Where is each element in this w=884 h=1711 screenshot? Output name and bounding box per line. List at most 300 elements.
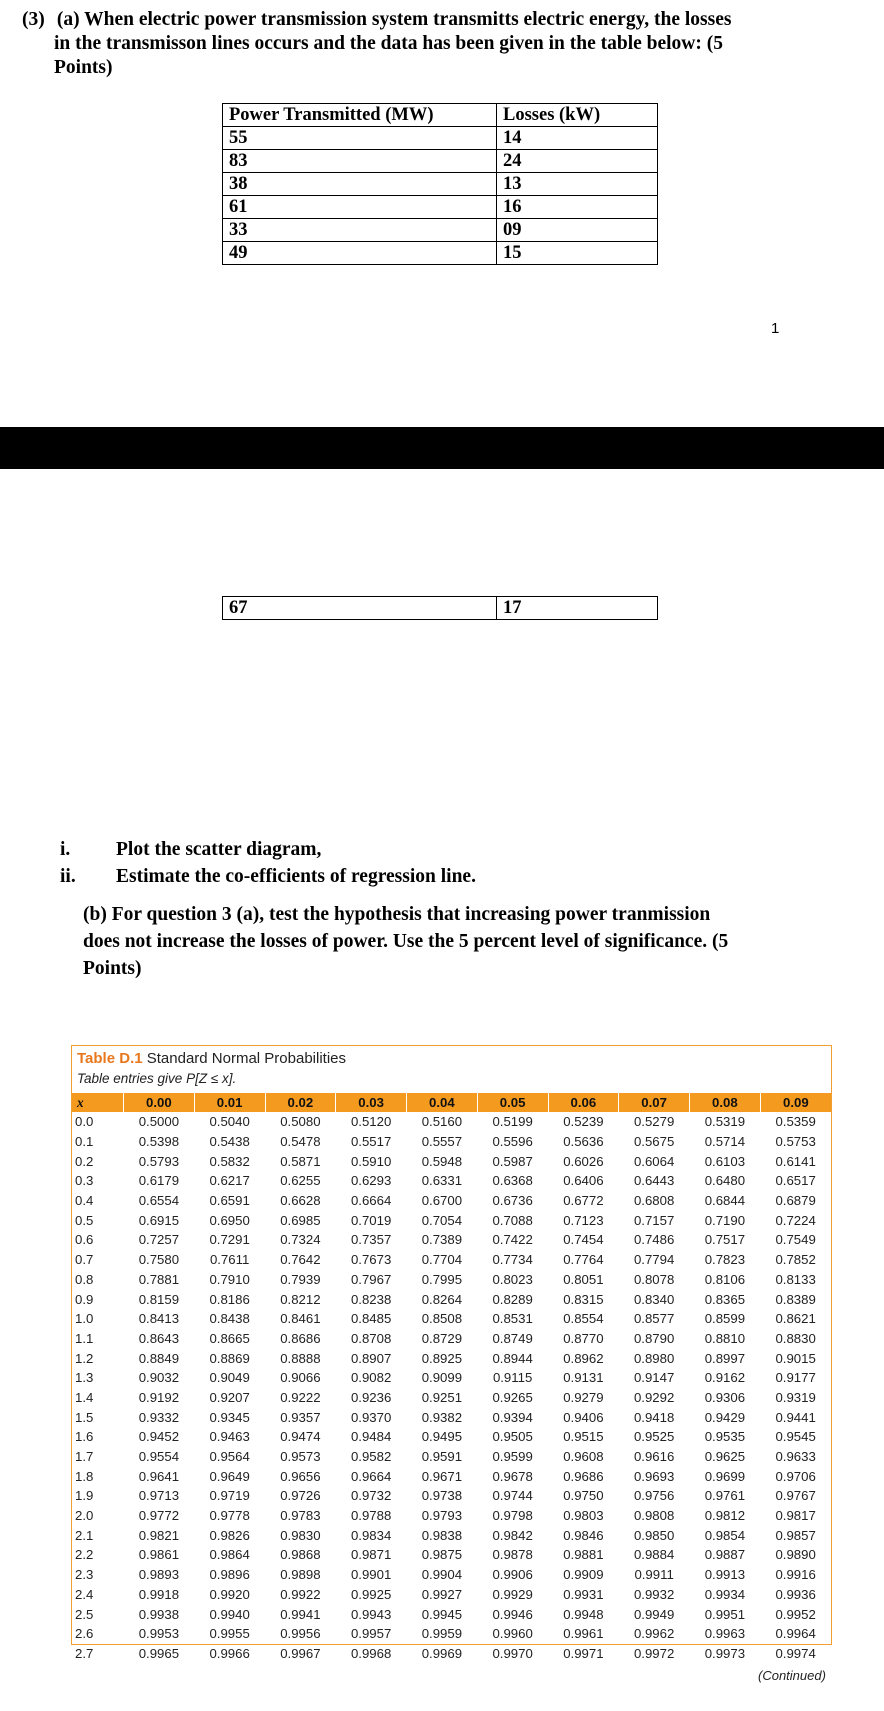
probability-cell: 0.6554: [138, 1193, 180, 1209]
probability-cell: 0.5714: [704, 1134, 746, 1150]
probability-cell: 0.9032: [138, 1370, 180, 1386]
probability-cell: 0.7389: [421, 1232, 463, 1248]
probability-cell: 0.5478: [280, 1134, 321, 1150]
roman-numeral: ii.: [60, 866, 76, 887]
probability-cell: 0.9699: [704, 1468, 746, 1484]
probability-cell: 0.9884: [633, 1547, 675, 1563]
table-row: [72, 1486, 831, 1506]
standard-normal-table: [72, 1093, 831, 1663]
table-row: [72, 1112, 831, 1132]
probability-cell: 0.8830: [775, 1330, 816, 1346]
probability-cell: 0.9382: [421, 1409, 463, 1425]
probability-cell: 0.8238: [350, 1291, 392, 1307]
probability-cell: 0.8708: [350, 1330, 392, 1346]
probability-cell: 0.7190: [704, 1212, 746, 1228]
sub-question-item: [60, 836, 476, 863]
probability-cell: 0.8665: [209, 1330, 250, 1346]
probability-cell: 0.8186: [209, 1291, 250, 1307]
probability-cell: 0.9864: [209, 1547, 250, 1563]
probability-cell: 0.9744: [492, 1488, 533, 1504]
probability-cell: 0.9222: [280, 1389, 321, 1405]
probability-cell: 0.9656: [280, 1468, 321, 1484]
probability-cell: 0.9964: [775, 1626, 816, 1642]
probability-cell: 0.8438: [209, 1311, 250, 1327]
question-line-3: Points): [54, 57, 113, 78]
probability-cell: 0.9943: [350, 1606, 392, 1622]
probability-cell: 0.7054: [421, 1212, 463, 1228]
table-row: [72, 1545, 831, 1565]
loss-data-table-continued: [222, 596, 658, 620]
probability-cell: 0.6985: [280, 1212, 321, 1228]
probability-cell: 0.9292: [633, 1389, 675, 1405]
probability-cell: 0.9830: [280, 1527, 321, 1543]
probability-cell: 0.6879: [775, 1193, 816, 1209]
probability-cell: 0.9573: [280, 1449, 321, 1465]
probability-cell: 0.5753: [775, 1134, 816, 1150]
probability-cell: 0.9868: [280, 1547, 321, 1563]
probability-cell: 0.7673: [350, 1252, 392, 1268]
header-col: 0.09: [760, 1093, 831, 1112]
probability-cell: 0.9911: [634, 1567, 674, 1583]
table-row: [223, 173, 658, 196]
probability-cell: 0.8264: [421, 1291, 463, 1307]
probability-cell: 0.9938: [138, 1606, 180, 1622]
power-cell: 38: [223, 173, 497, 196]
probability-cell: 0.9554: [138, 1449, 180, 1465]
probability-cell: 0.5040: [209, 1114, 250, 1130]
probability-cell: 0.9970: [492, 1645, 533, 1661]
table-row: [72, 1132, 831, 1152]
probability-cell: 0.7324: [280, 1232, 321, 1248]
sub-question-text: Estimate the co-efficients of regression line.: [116, 866, 476, 887]
losses-cell: 14: [497, 127, 658, 150]
table-row: [223, 150, 658, 173]
probability-cell: 0.8133: [775, 1271, 816, 1287]
probability-cell: 0.7019: [350, 1212, 392, 1228]
probability-cell: 0.8315: [563, 1291, 604, 1307]
probability-cell: 0.9671: [421, 1468, 463, 1484]
probability-cell: 0.9929: [492, 1586, 533, 1602]
probability-cell: 0.6844: [704, 1193, 746, 1209]
probability-cell: 0.8051: [563, 1271, 604, 1287]
probability-cell: 0.9817: [775, 1508, 816, 1524]
probability-cell: 0.9896: [209, 1567, 250, 1583]
probability-cell: 0.5832: [209, 1153, 250, 1169]
probability-cell: 0.9901: [350, 1567, 392, 1583]
probability-cell: 0.9767: [775, 1488, 816, 1504]
probability-cell: 0.5517: [350, 1134, 392, 1150]
probability-cell: 0.5871: [280, 1153, 321, 1169]
table-row: [72, 1250, 831, 1270]
probability-cell: 0.9973: [704, 1645, 746, 1661]
table-row: [72, 1388, 831, 1408]
table-row: [72, 1309, 831, 1329]
probability-cell: 0.9871: [350, 1547, 392, 1563]
loss-data-table: [222, 103, 658, 265]
std-table-subtitle: Table entries give P[Z ≤ x].: [77, 1071, 237, 1086]
probability-cell: 0.9463: [209, 1429, 250, 1445]
table-row: [72, 1171, 831, 1191]
row-x-value: 2.6: [75, 1626, 94, 1642]
probability-cell: 0.7486: [633, 1232, 675, 1248]
continued-note: (Continued): [758, 1668, 826, 1683]
part-b: [83, 901, 803, 982]
row-x-value: 2.7: [75, 1645, 94, 1661]
probability-cell: 0.9370: [350, 1409, 392, 1425]
row-x-value: 0.1: [75, 1134, 94, 1150]
table-row: [72, 1230, 831, 1250]
probability-cell: 0.9955: [209, 1626, 250, 1642]
probability-cell: 0.9545: [775, 1429, 816, 1445]
probability-cell: 0.9861: [138, 1547, 180, 1563]
row-x-value: 2.5: [75, 1606, 94, 1622]
probability-cell: 0.9925: [350, 1586, 392, 1602]
probability-cell: 0.9345: [209, 1409, 250, 1425]
probability-cell: 0.8365: [704, 1291, 746, 1307]
probability-cell: 0.9251: [421, 1389, 463, 1405]
probability-cell: 0.9452: [138, 1429, 180, 1445]
probability-cell: 0.9706: [775, 1468, 816, 1484]
question-number: (3): [22, 9, 45, 30]
losses-cell: 09: [497, 219, 658, 242]
probability-cell: 0.7224: [775, 1212, 816, 1228]
header-col: 0.03: [336, 1093, 407, 1112]
probability-cell: 0.9808: [633, 1508, 675, 1524]
probability-cell: 0.5120: [350, 1114, 392, 1130]
probability-cell: 0.7157: [633, 1212, 675, 1228]
row-x-value: 2.3: [75, 1567, 94, 1583]
probability-cell: 0.8907: [350, 1350, 392, 1366]
probability-cell: 0.9793: [421, 1508, 463, 1524]
probability-cell: 0.9842: [492, 1527, 533, 1543]
probability-cell: 0.7257: [138, 1232, 180, 1248]
power-cell: 83: [223, 150, 497, 173]
probability-cell: 0.5636: [563, 1134, 604, 1150]
probability-cell: 0.9812: [704, 1508, 746, 1524]
probability-cell: 0.9162: [704, 1370, 746, 1386]
probability-cell: 0.8599: [704, 1311, 746, 1327]
probability-cell: 0.5987: [492, 1153, 533, 1169]
probability-cell: 0.9940: [209, 1606, 250, 1622]
probability-cell: 0.8849: [138, 1350, 180, 1366]
sub-question-item: [60, 863, 476, 890]
probability-cell: 0.6443: [633, 1173, 675, 1189]
probability-cell: 0.9525: [633, 1429, 675, 1445]
probability-cell: 0.9920: [209, 1586, 250, 1602]
probability-cell: 0.7852: [775, 1252, 816, 1268]
question-line-2: in the transmisson lines occurs and the data has been given in the table below: (5: [54, 33, 723, 54]
table-row: [72, 1289, 831, 1309]
probability-cell: 0.9582: [350, 1449, 392, 1465]
probability-cell: 0.9049: [209, 1370, 250, 1386]
probability-cell: 0.5675: [633, 1134, 675, 1150]
header-col: 0.00: [124, 1093, 195, 1112]
probability-cell: 0.9931: [563, 1586, 604, 1602]
row-x-value: 0.2: [75, 1153, 94, 1169]
probability-cell: 0.8997: [704, 1350, 746, 1366]
probability-cell: 0.7764: [563, 1252, 604, 1268]
probability-cell: 0.9515: [563, 1429, 604, 1445]
probability-cell: 0.8749: [492, 1330, 533, 1346]
probability-cell: 0.9966: [209, 1645, 250, 1661]
probability-cell: 0.9686: [563, 1468, 604, 1484]
row-x-value: 0.3: [75, 1173, 94, 1189]
row-x-value: 0.6: [75, 1232, 94, 1248]
probability-cell: 0.9015: [775, 1350, 816, 1366]
probability-cell: 0.7642: [280, 1252, 321, 1268]
probability-cell: 0.9678: [492, 1468, 533, 1484]
probability-cell: 0.9207: [209, 1389, 250, 1405]
probability-cell: 0.9918: [138, 1586, 180, 1602]
probability-cell: 0.9357: [280, 1409, 321, 1425]
probability-cell: 0.6480: [704, 1173, 746, 1189]
probability-cell: 0.7734: [492, 1252, 533, 1268]
probability-cell: 0.8461: [280, 1311, 321, 1327]
probability-cell: 0.6064: [633, 1153, 675, 1169]
probability-cell: 0.6103: [704, 1153, 746, 1169]
power-cell: 55: [223, 127, 497, 150]
table-row: [72, 1348, 831, 1368]
probability-cell: 0.5596: [492, 1134, 533, 1150]
probability-cell: 0.8508: [421, 1311, 463, 1327]
header-col: 0.01: [194, 1093, 265, 1112]
table-row: [72, 1525, 831, 1545]
power-cell: 33: [223, 219, 497, 242]
table-row: [72, 1329, 831, 1349]
probability-cell: 0.9960: [492, 1626, 533, 1642]
probability-cell: 0.6736: [492, 1193, 533, 1209]
probability-cell: 0.5279: [633, 1114, 675, 1130]
part-b-line-3: Points): [83, 958, 142, 979]
table-row: [72, 1447, 831, 1467]
probability-cell: 0.9934: [704, 1586, 746, 1602]
probability-cell: 0.9965: [138, 1645, 180, 1661]
probability-cell: 0.9625: [704, 1449, 746, 1465]
probability-cell: 0.9798: [492, 1508, 533, 1524]
table-row: [72, 1427, 831, 1447]
row-x-value: 1.3: [75, 1370, 94, 1386]
row-x-value: 1.2: [75, 1350, 94, 1366]
probability-cell: 0.9893: [138, 1567, 180, 1583]
table-row: [72, 1644, 831, 1664]
row-x-value: 1.0: [75, 1311, 94, 1327]
probability-cell: 0.9850: [633, 1527, 675, 1543]
row-x-value: 0.4: [75, 1193, 94, 1209]
power-cell: 61: [223, 196, 497, 219]
probability-cell: 0.7454: [563, 1232, 604, 1248]
probability-cell: 0.6808: [633, 1193, 675, 1209]
question-line-1: [22, 8, 792, 32]
probability-cell: 0.7357: [350, 1232, 392, 1248]
probability-cell: 0.6700: [421, 1193, 463, 1209]
losses-cell: 16: [497, 196, 658, 219]
probability-cell: 0.5160: [421, 1114, 463, 1130]
probability-cell: 0.9803: [563, 1508, 604, 1524]
table-row: [72, 1407, 831, 1427]
table-row: [72, 1191, 831, 1211]
probability-cell: 0.7967: [350, 1271, 392, 1287]
probability-cell: 0.8925: [421, 1350, 463, 1366]
probability-cell: 0.9838: [421, 1527, 463, 1543]
row-x-value: 2.1: [75, 1527, 94, 1543]
row-x-value: 1.4: [75, 1389, 94, 1405]
probability-cell: 0.9846: [563, 1527, 604, 1543]
table-row: [72, 1604, 831, 1624]
probability-cell: 0.9535: [704, 1429, 746, 1445]
probability-cell: 0.9906: [492, 1567, 533, 1583]
losses-cell: 24: [497, 150, 658, 173]
probability-cell: 0.9505: [492, 1429, 533, 1445]
probability-cell: 0.6217: [209, 1173, 250, 1189]
probability-cell: 0.9599: [492, 1449, 533, 1465]
table-row: [72, 1565, 831, 1585]
row-x-value: 1.9: [75, 1488, 94, 1504]
probability-cell: 0.9941: [280, 1606, 321, 1622]
table-row: [72, 1210, 831, 1230]
sub-question-list: [60, 836, 476, 890]
probability-cell: 0.8023: [492, 1271, 533, 1287]
row-x-value: 0.5: [75, 1212, 94, 1228]
probability-cell: 0.9066: [280, 1370, 321, 1386]
probability-cell: 0.9608: [563, 1449, 604, 1465]
header-col: 0.08: [690, 1093, 761, 1112]
probability-cell: 0.9969: [421, 1645, 463, 1661]
table-row: [72, 1466, 831, 1486]
row-x-value: 2.2: [75, 1547, 94, 1563]
probability-cell: 0.7995: [421, 1271, 463, 1287]
probability-cell: 0.7088: [492, 1212, 533, 1228]
probability-cell: 0.9591: [421, 1449, 463, 1465]
probability-cell: 0.9878: [492, 1547, 533, 1563]
probability-cell: 0.5199: [492, 1114, 533, 1130]
probability-cell: 0.5319: [704, 1114, 746, 1130]
probability-cell: 0.9279: [563, 1389, 604, 1405]
probability-cell: 0.9332: [138, 1409, 180, 1425]
probability-cell: 0.5080: [280, 1114, 321, 1130]
probability-cell: 0.6179: [138, 1173, 180, 1189]
probability-cell: 0.9756: [633, 1488, 675, 1504]
probability-cell: 0.6026: [563, 1153, 604, 1169]
probability-cell: 0.9927: [421, 1586, 463, 1602]
probability-cell: 0.9826: [209, 1527, 250, 1543]
probability-cell: 0.9192: [138, 1389, 180, 1405]
probability-cell: 0.9922: [280, 1586, 321, 1602]
table-row: [72, 1585, 831, 1605]
probability-cell: 0.7517: [704, 1232, 746, 1248]
probability-cell: 0.9441: [775, 1409, 816, 1425]
probability-cell: 0.7123: [563, 1212, 604, 1228]
probability-cell: 0.9904: [421, 1567, 463, 1583]
probability-cell: 0.9948: [563, 1606, 604, 1622]
probability-cell: 0.9972: [633, 1645, 675, 1661]
probability-cell: 0.7794: [633, 1252, 675, 1268]
probability-cell: 0.9099: [421, 1370, 463, 1386]
probability-cell: 0.9726: [280, 1488, 321, 1504]
part-b-line-1: (b) For question 3 (a), test the hypothesis that increasing power tranmission: [83, 904, 711, 925]
header-col: 0.04: [407, 1093, 478, 1112]
table-row: [72, 1506, 831, 1526]
std-table-title: [77, 1050, 346, 1067]
probability-cell: 0.5398: [138, 1134, 180, 1150]
probability-cell: 0.8289: [492, 1291, 533, 1307]
row-x-value: 2.4: [75, 1586, 94, 1602]
probability-cell: 0.8888: [280, 1350, 321, 1366]
probability-cell: 0.8389: [775, 1291, 816, 1307]
probability-cell: 0.9857: [775, 1527, 816, 1543]
row-x-value: 2.0: [75, 1508, 94, 1524]
header-x: x: [72, 1093, 124, 1112]
probability-cell: 0.9854: [704, 1527, 746, 1543]
std-table-title-text: Standard Normal Probabilities: [146, 1050, 347, 1067]
power-cell: 49: [223, 242, 497, 265]
probability-cell: 0.8212: [280, 1291, 321, 1307]
probability-cell: 0.9236: [350, 1389, 392, 1405]
std-table-header-row: [72, 1093, 831, 1112]
probability-cell: 0.5239: [563, 1114, 604, 1130]
probability-cell: 0.9738: [421, 1488, 463, 1504]
probability-cell: 0.7291: [209, 1232, 250, 1248]
probability-cell: 0.9932: [633, 1586, 675, 1602]
probability-cell: 0.6664: [350, 1193, 392, 1209]
header-power: Power Transmitted (MW): [223, 104, 497, 127]
losses-cell: 15: [497, 242, 658, 265]
probability-cell: 0.7939: [280, 1271, 321, 1287]
header-col: 0.02: [265, 1093, 336, 1112]
probability-cell: 0.7910: [209, 1271, 250, 1287]
page-number: 1: [771, 320, 780, 337]
probability-cell: 0.9967: [280, 1645, 321, 1661]
probability-cell: 0.8485: [350, 1311, 392, 1327]
table-row: [223, 127, 658, 150]
sub-question-text: Plot the scatter diagram,: [116, 839, 322, 860]
probability-cell: 0.8729: [421, 1330, 463, 1346]
probability-cell: 0.9956: [280, 1626, 321, 1642]
probability-cell: 0.9936: [775, 1586, 816, 1602]
probability-cell: 0.9616: [633, 1449, 675, 1465]
probability-cell: 0.7611: [209, 1252, 250, 1268]
probability-cell: 0.7823: [704, 1252, 746, 1268]
probability-cell: 0.8577: [633, 1311, 675, 1327]
probability-cell: 0.9949: [633, 1606, 675, 1622]
probability-cell: 0.6255: [280, 1173, 321, 1189]
table-row: [72, 1151, 831, 1171]
probability-cell: 0.8980: [633, 1350, 675, 1366]
probability-cell: 0.9963: [704, 1626, 746, 1642]
table-row: [72, 1368, 831, 1388]
probability-cell: 0.8869: [209, 1350, 250, 1366]
probability-cell: 0.9406: [563, 1409, 604, 1425]
header-col: 0.05: [477, 1093, 548, 1112]
probability-cell: 0.8413: [138, 1311, 180, 1327]
probability-cell: 0.9484: [350, 1429, 392, 1445]
part-b-line-2: does not increase the losses of power. Use the 5 percent level of significance. (5: [83, 931, 729, 952]
probability-cell: 0.6772: [563, 1193, 604, 1209]
table-row: [223, 196, 658, 219]
probability-cell: 0.6293: [350, 1173, 392, 1189]
probability-cell: 0.9265: [492, 1389, 533, 1405]
probability-cell: 0.9649: [209, 1468, 250, 1484]
probability-cell: 0.5000: [138, 1114, 180, 1130]
probability-cell: 0.9633: [775, 1449, 816, 1465]
header-col: 0.06: [548, 1093, 619, 1112]
probability-cell: 0.9953: [138, 1626, 180, 1642]
probability-cell: 0.8944: [492, 1350, 533, 1366]
probability-cell: 0.9959: [421, 1626, 463, 1642]
probability-cell: 0.9306: [704, 1389, 746, 1405]
probability-cell: 0.9713: [138, 1488, 180, 1504]
probability-cell: 0.5793: [138, 1153, 180, 1169]
row-x-value: 1.1: [75, 1330, 94, 1346]
